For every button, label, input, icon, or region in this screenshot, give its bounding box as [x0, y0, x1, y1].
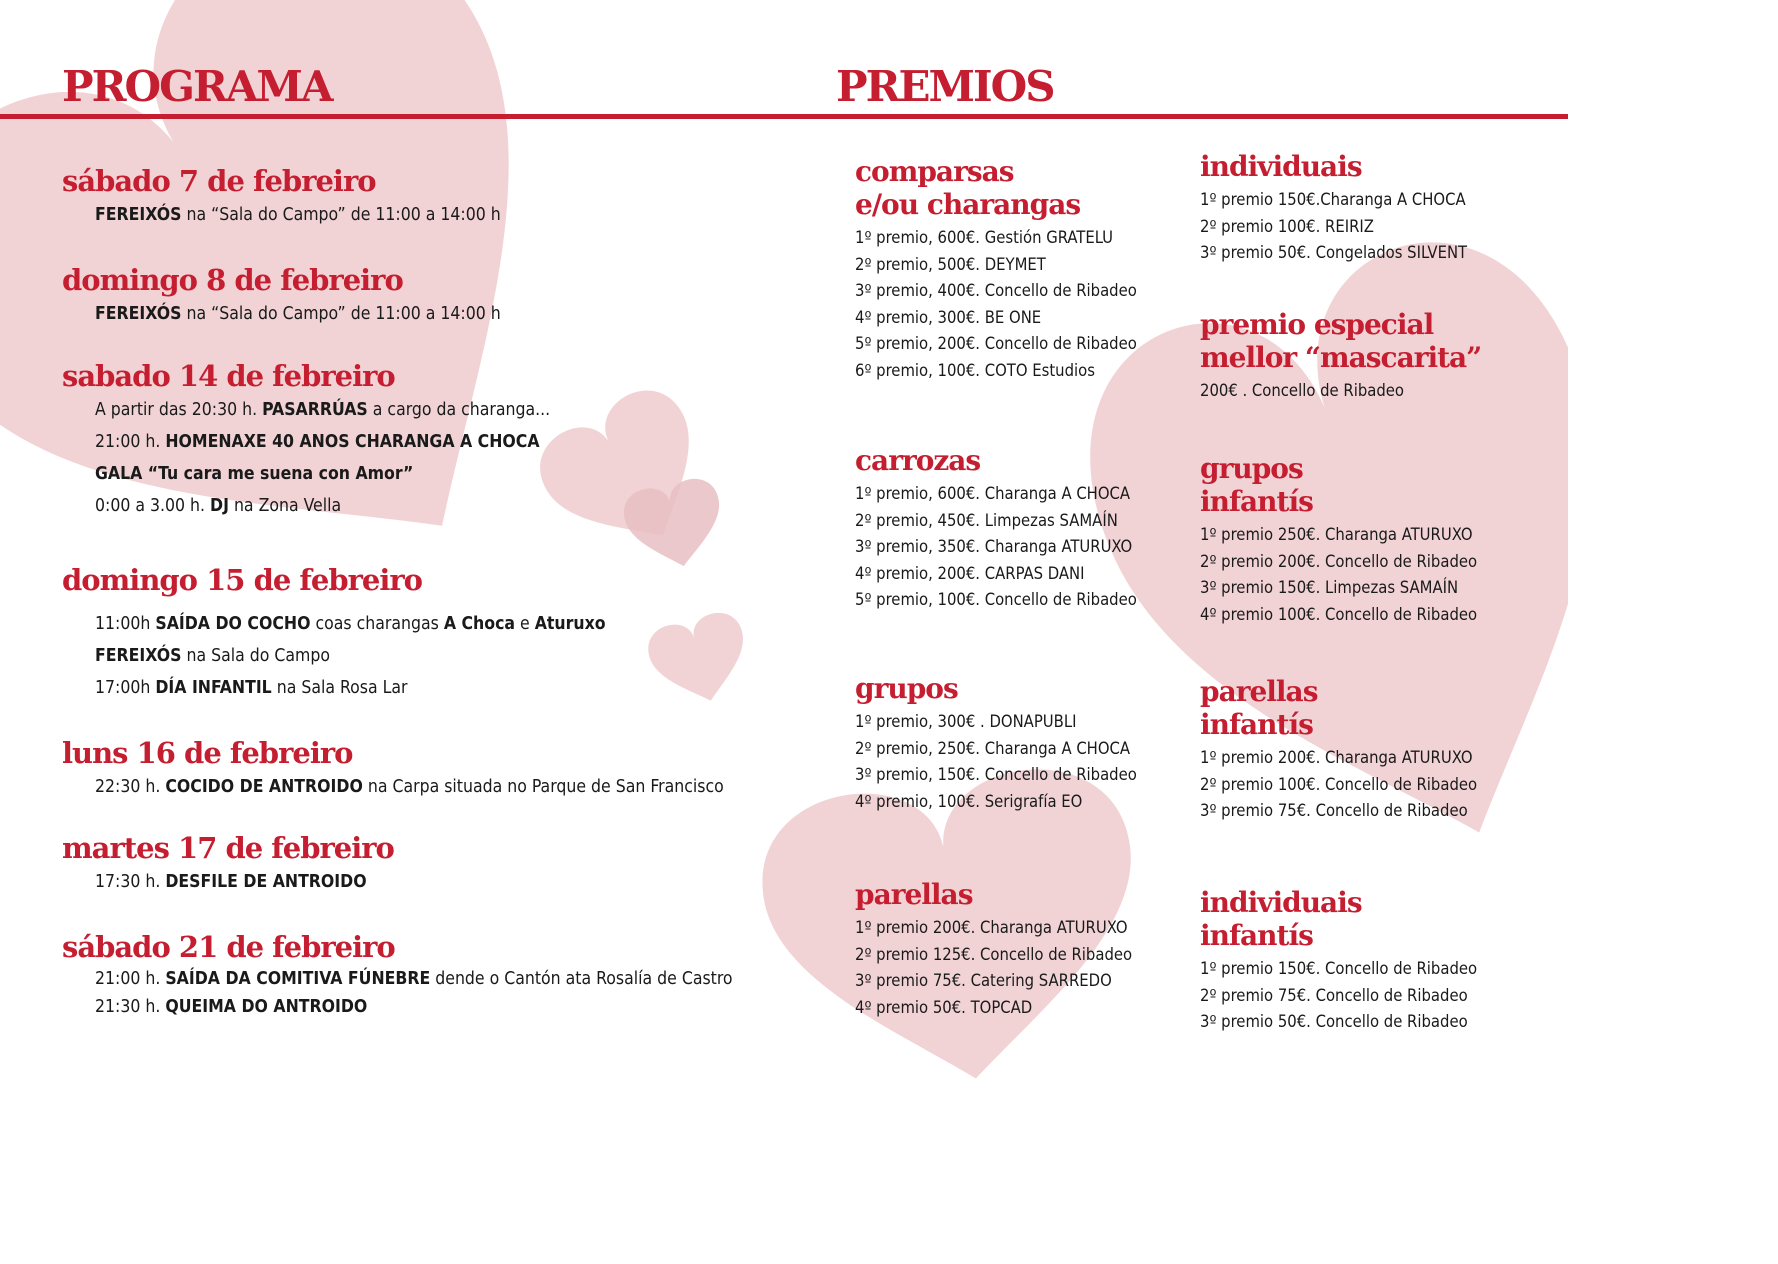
prize-list	[1200, 745, 1477, 825]
event-name: FEREIXÓS	[95, 303, 182, 324]
prize-title	[855, 672, 1137, 705]
day-block-5	[62, 736, 724, 803]
event-name: COCIDO DE ANTROIDO	[165, 776, 363, 797]
day-title: sabado 14 de febreiro	[62, 359, 395, 393]
prize-item: 2º premio, 450€. Limpezas SAMAÍN	[855, 510, 1118, 530]
program-line	[95, 672, 606, 704]
prize-item: 4º premio 50€. TOPCAD	[855, 997, 1033, 1017]
event-name: DESFILE DE ANTROIDO	[165, 871, 367, 892]
event-detail: na Carpa situada no Parque de San Francisco	[362, 776, 724, 797]
day-block-4	[62, 563, 606, 704]
event-name: HOMENAXE 40 ANOS CHARANGA A CHOCA	[165, 431, 540, 452]
prize-item: 3º premio 75€. Concello de Ribadeo	[1200, 801, 1468, 820]
event-detail: A partir das 20:30 h.	[95, 399, 263, 420]
prize-list	[1200, 522, 1477, 628]
prize-list	[855, 225, 1137, 384]
day-block-3	[62, 359, 550, 522]
prize-item: 1º premio 200€. Charanga ATURUXO	[855, 918, 1128, 937]
program-line	[95, 458, 550, 490]
prize-item: 3º premio 50€. Concello de Ribadeo	[1200, 1012, 1468, 1031]
day-lines	[95, 298, 501, 330]
program-line	[95, 866, 394, 898]
prize-item: 3º premio 150€. Limpezas SAMAÍN	[1200, 578, 1459, 597]
program-line	[95, 298, 501, 330]
event-detail: na Sala Rosa Lar	[271, 677, 408, 698]
event-name: DJ	[210, 495, 229, 516]
event-detail: e	[515, 613, 535, 634]
header-divider	[0, 114, 1568, 119]
prize-list	[855, 481, 1137, 614]
program-line	[95, 993, 733, 1021]
event-detail: 22:30 h.	[95, 776, 166, 797]
program-line	[95, 426, 550, 458]
day-title: domingo 15 de febreiro	[62, 563, 422, 597]
prize-item: 1º premio, 600€. Charanga A CHOCA	[855, 484, 1131, 503]
event-name: GALA “Tu cara me suena con Amor”	[95, 463, 414, 484]
day-title: sábado 21 de febreiro	[62, 930, 395, 964]
prize-item: 5º premio, 100€. Concello de Ribadeo	[855, 590, 1137, 609]
day-lines	[95, 771, 724, 803]
prize-title-line: infantís	[1200, 485, 1313, 518]
event-name: DÍA INFANTIL	[155, 677, 272, 698]
event-name: A Choca	[443, 613, 516, 634]
event-name: SAÍDA DA COMITIVA FÚNEBRE	[165, 968, 431, 989]
prize-list	[855, 915, 1132, 1021]
prize-title	[1200, 308, 1481, 374]
event-detail: 0:00 a 3.00 h.	[95, 495, 211, 516]
prize-item: 2º premio, 500€. DEYMET	[855, 254, 1046, 274]
prize-item: 2º premio, 250€. Charanga A CHOCA	[855, 738, 1131, 758]
prize-item: 3º premio 75€. Catering SARREDO	[855, 971, 1112, 990]
event-detail: 17:30 h.	[95, 871, 166, 892]
day-title: luns 16 de febreiro	[62, 736, 353, 770]
day-title: domingo 8 de febreiro	[62, 263, 403, 297]
prize-title-line: carrozas	[855, 444, 981, 477]
prize-title-line: infantís	[1200, 919, 1313, 952]
prize-item: 4º premio, 100€. Serigrafía EO	[855, 791, 1083, 811]
prize-comparsas	[855, 155, 1137, 384]
prize-item: 3º premio 50€. Congelados SILVENT	[1200, 243, 1468, 262]
event-name: FEREIXÓS	[95, 645, 182, 666]
prize-title	[855, 155, 1137, 221]
prize-title	[855, 444, 1137, 477]
prize-title	[855, 878, 1132, 911]
prize-item: 4º premio, 300€. BE ONE	[855, 307, 1042, 327]
event-name: FEREIXÓS	[95, 204, 182, 225]
prize-parellas	[855, 878, 1132, 1021]
prize-item: 6º premio, 100€. COTO Estudios	[855, 360, 1095, 380]
event-name: QUEIMA DO ANTROIDO	[165, 996, 368, 1017]
day-title: martes 17 de febreiro	[62, 831, 394, 865]
prize-item: 2º premio 125€. Concello de Ribadeo	[855, 944, 1133, 964]
event-detail: 17:00h	[95, 677, 156, 698]
program-line	[95, 608, 606, 640]
prize-item: 3º premio, 350€. Charanga ATURUXO	[855, 537, 1133, 556]
event-detail: a cargo da charanga...	[367, 399, 551, 420]
event-detail: dende o Cantón ata Rosalía de Castro	[430, 968, 733, 989]
prize-list	[1200, 378, 1481, 405]
prize-title-line: comparsas	[855, 155, 1014, 188]
program-line	[95, 394, 550, 426]
prize-title-line: individuais	[1200, 886, 1362, 919]
prize-parellas-infantis	[1200, 675, 1477, 825]
prize-title	[1200, 675, 1477, 741]
prize-item: 1º premio 250€. Charanga ATURUXO	[1200, 525, 1473, 544]
day-lines	[95, 866, 394, 898]
prize-item: 1º premio, 600€. Gestión GRATELU	[855, 228, 1114, 247]
event-detail: 21:00 h.	[95, 431, 166, 452]
day-lines	[95, 965, 733, 1021]
event-detail: na Zona Vella	[228, 495, 342, 516]
prize-title-line: e/ou charangas	[855, 188, 1081, 221]
event-name: PASARRÚAS	[262, 399, 368, 420]
prize-item: 4º premio, 200€. CARPAS DANI	[855, 563, 1085, 583]
day-lines	[95, 199, 501, 231]
prize-title-line: infantís	[1200, 708, 1313, 741]
prize-title-line: premio especial	[1200, 308, 1434, 341]
event-detail: 11:00h	[95, 613, 156, 634]
prize-grupos-infantis	[1200, 452, 1477, 628]
prize-title-line: mellor “mascarita”	[1200, 341, 1482, 374]
premios-title: PREMIOS	[836, 62, 1054, 111]
prize-title	[1200, 452, 1477, 518]
prize-item: 4º premio 100€. Concello de Ribadeo	[1200, 604, 1478, 624]
prize-grupos	[855, 672, 1137, 815]
prize-list	[855, 709, 1137, 815]
program-line	[95, 640, 606, 672]
prize-title-line: parellas	[855, 878, 973, 911]
prize-item: 3º premio, 150€. Concello de Ribadeo	[855, 765, 1137, 784]
prize-list	[1200, 956, 1477, 1036]
prize-item: 2º premio 100€. REIRIZ	[1200, 216, 1374, 236]
program-line	[95, 490, 550, 522]
programa-title: PROGRAMA	[62, 62, 332, 111]
program-line	[95, 199, 501, 231]
event-detail: na “Sala do Campo” de 11:00 a 14:00 h	[181, 303, 501, 324]
event-detail: na Sala do Campo	[181, 645, 331, 666]
prize-item: 2º premio 100€. Concello de Ribadeo	[1200, 774, 1478, 794]
program-line	[95, 965, 733, 993]
program-line	[95, 771, 724, 803]
prize-title	[1200, 150, 1467, 183]
prize-item: 2º premio 200€. Concello de Ribadeo	[1200, 551, 1478, 571]
prize-item: 2º premio 75€. Concello de Ribadeo	[1200, 985, 1468, 1005]
event-name: SAÍDA DO COCHO	[155, 613, 311, 634]
prize-item: 1º premio 200€. Charanga ATURUXO	[1200, 748, 1473, 767]
prize-especial	[1200, 308, 1481, 405]
prize-title-line: parellas	[1200, 675, 1318, 708]
day-block-7	[62, 930, 733, 1021]
prize-list	[1200, 187, 1467, 267]
prize-item: 1º premio, 300€ . DONAPUBLI	[855, 712, 1077, 731]
event-detail: na “Sala do Campo” de 11:00 a 14:00 h	[181, 204, 501, 225]
prize-item: 200€ . Concello de Ribadeo	[1200, 381, 1404, 400]
day-lines	[95, 394, 550, 522]
prize-title-line: grupos	[855, 672, 958, 705]
event-detail: coas charangas	[310, 613, 444, 634]
day-lines	[95, 608, 606, 704]
prize-title	[1200, 886, 1477, 952]
event-name: Aturuxo	[534, 613, 606, 634]
prize-title-line: grupos	[1200, 452, 1303, 485]
event-detail: 21:30 h.	[95, 996, 166, 1017]
event-detail: 21:00 h.	[95, 968, 166, 989]
prize-individuais-infantis	[1200, 886, 1477, 1036]
prize-individuais	[1200, 150, 1467, 267]
prize-item: 3º premio, 400€. Concello de Ribadeo	[855, 281, 1137, 300]
prize-item: 1º premio 150€.Charanga A CHOCA	[1200, 190, 1466, 209]
prize-carrozas	[855, 444, 1137, 614]
day-block-2	[62, 263, 501, 330]
day-block-6	[62, 831, 394, 898]
day-title: sábado 7 de febreiro	[62, 164, 376, 198]
prize-item: 5º premio, 200€. Concello de Ribadeo	[855, 334, 1137, 353]
prize-title-line: individuais	[1200, 150, 1362, 183]
prize-item: 1º premio 150€. Concello de Ribadeo	[1200, 959, 1478, 978]
day-block-1	[62, 164, 501, 231]
